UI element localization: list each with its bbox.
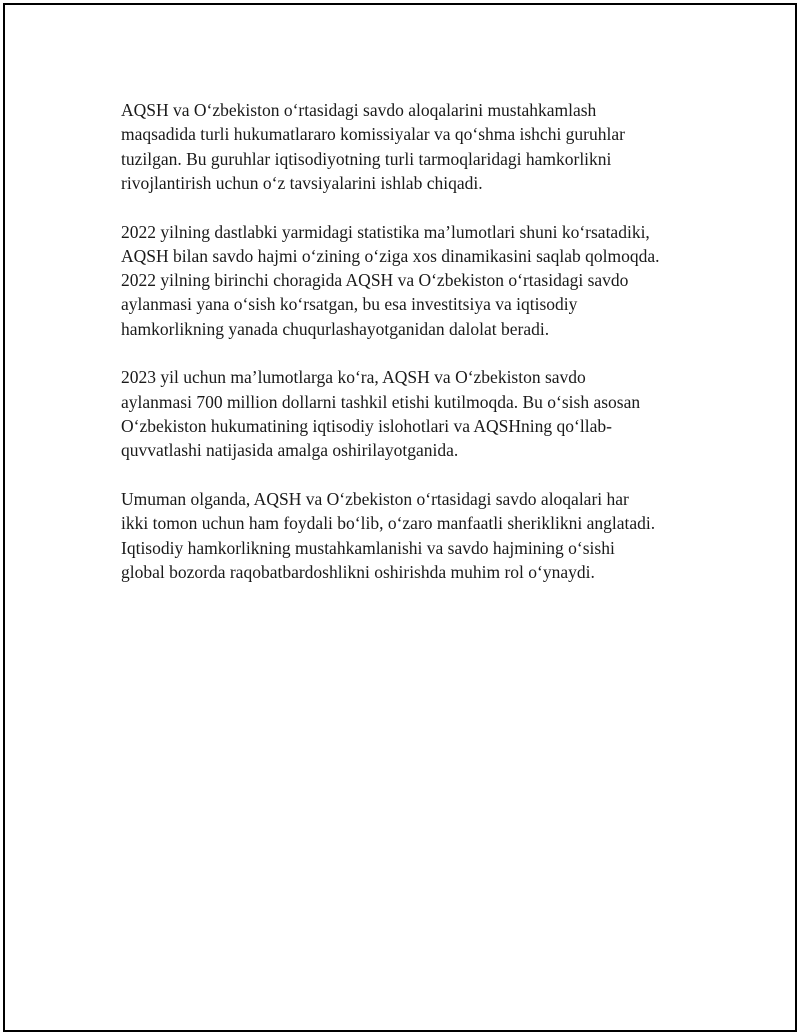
paragraph-1 — [121, 98, 711, 195]
text-line: ikki tomon uchun ham foydali bo‘lib, o‘zaro manfaatli sheriklikni anglatadi. — [121, 513, 656, 534]
text-line: aylanmasi yana o‘sish ko‘rsatgan, bu esa investitsiya va iqtisodiy — [121, 294, 578, 315]
text-line: 2022 yilning dastlabki yarmidagi statistika ma’lumotlari shuni ko‘rsatadiki, — [121, 221, 650, 242]
text-line: quvvatlashi natijasida amalga oshirilayotganida. — [121, 440, 459, 461]
text-line: 2022 yilning birinchi choragida AQSH va O‘zbekiston o‘rtasidagi savdo — [121, 270, 629, 291]
paragraph-2 — [121, 220, 711, 341]
document-body — [121, 98, 711, 609]
text-line: Iqtisodiy hamkorlikning mustahkamlanishi va savdo hajmining o‘sishi — [121, 537, 615, 558]
text-line: rivojlantirish uchun o‘z tavsiyalarini ishlab chiqadi. — [121, 172, 483, 193]
text-line: hamkorlikning yanada chuqurlashayotganidan dalolat beradi. — [121, 318, 550, 339]
page-frame — [3, 3, 797, 1032]
text-line: AQSH va O‘zbekiston o‘rtasidagi savdo aloqalarini mustahkamlash — [121, 100, 597, 120]
text-line: Umuman olganda, AQSH va O‘zbekiston o‘rtasidagi savdo aloqalari har — [121, 489, 629, 510]
paragraph-4 — [121, 487, 711, 584]
text-line: aylanmasi 700 million dollarni tashkil etishi kutilmoqda. Bu o‘sish asosan — [121, 391, 641, 412]
text-line: O‘zbekiston hukumatining iqtisodiy islohotlari va AQSHning qo‘llab- — [121, 416, 612, 437]
text-line: 2023 yil uchun ma’lumotlarga ko‘ra, AQSH va O‘zbekiston savdo — [121, 367, 586, 388]
text-line: tuzilgan. Bu guruhlar iqtisodiyotning turli tarmoqlaridagi hamkorlikni — [121, 148, 612, 169]
text-line: global bozorda raqobatbardoshlikni oshirishda muhim rol o‘ynaydi. — [121, 561, 595, 582]
paragraph-3 — [121, 365, 711, 462]
text-line: AQSH bilan savdo hajmi o‘zining o‘ziga xos dinamikasini saqlab qolmoqda. — [121, 245, 660, 266]
text-line: maqsadida turli hukumatlararo komissiyalar va qo‘shma ishchi guruhlar — [121, 124, 625, 145]
